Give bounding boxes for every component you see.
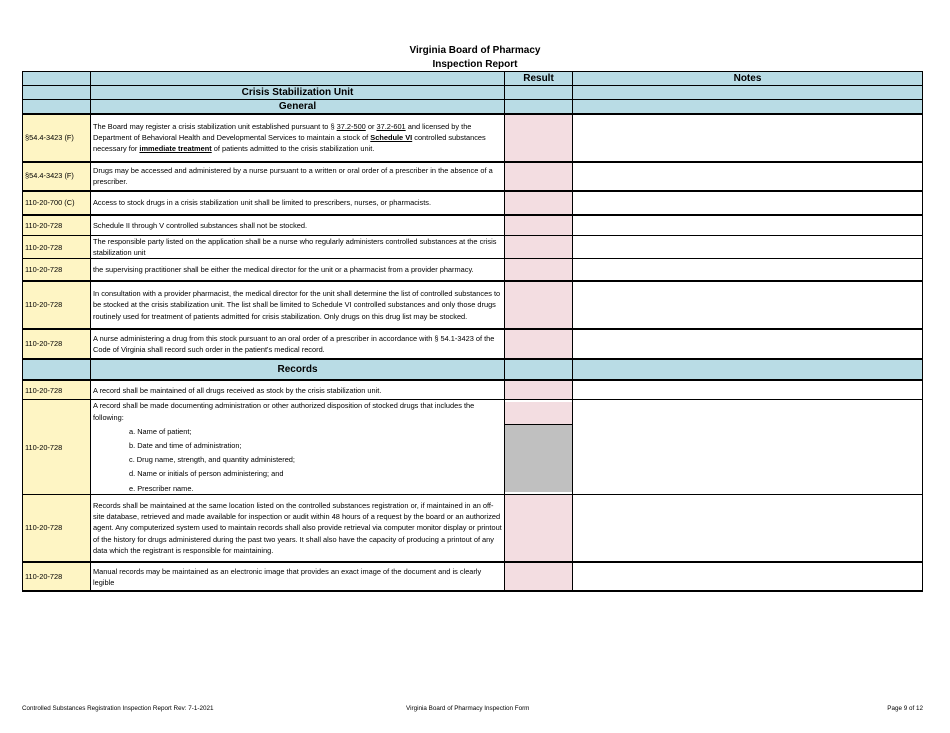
list-item: e. Prescriber name. <box>129 483 194 493</box>
emphasis-schedule-vi: Schedule VI <box>370 132 413 142</box>
result-cell[interactable] <box>505 114 573 162</box>
notes-cell[interactable] <box>573 259 923 281</box>
regulation-ref: 110-20-728 <box>23 281 91 329</box>
list-item: b. Date and time of administration; <box>129 441 242 451</box>
footer-form-revision: Controlled Substances Registration Inspection Report Rev: 7-1-2021 <box>22 705 214 712</box>
report-title: Virginia Board of Pharmacy <box>409 45 541 56</box>
result-cell[interactable] <box>505 380 573 400</box>
table-row <box>23 259 923 281</box>
code-link-37-2-601[interactable]: 37.2-601 <box>376 121 406 131</box>
table-row <box>23 380 923 400</box>
notes-cell[interactable] <box>573 114 923 162</box>
table-row <box>23 114 923 162</box>
regulation-ref: 110-20-728 <box>23 259 91 281</box>
regulation-ref: 110-20-728 <box>23 380 91 400</box>
result-cell[interactable] <box>505 494 573 562</box>
result-cell-active[interactable] <box>505 402 572 425</box>
notes-cell[interactable] <box>573 400 923 494</box>
record-requirements-list <box>93 426 502 494</box>
notes-cell[interactable] <box>573 380 923 400</box>
requirement-text: The responsible party listed on the application shall be a nurse who regularly administers controlled substances at the crisis stabilization unit <box>91 236 505 259</box>
regulation-ref: 110-20-728 <box>23 494 91 562</box>
requirement-text: A record shall be made documenting administration or other authorized disposition of stocked drugs that includes the following: a. Name of patient; b. Date and time of administration; c. Drug name, strength, and quantity administered; d. Name or initials of person administering; and e. Prescriber name. <box>91 400 505 494</box>
notes-cell[interactable] <box>573 162 923 191</box>
result-cell[interactable] <box>505 259 573 281</box>
requirement-text: In consultation with a provider pharmacist, the medical director for the unit shall determine the list of controlled substances to be stocked at the crisis stabilization unit. The list shall be limited to Schedule VI controlled substances and only those drugs routinely used for treatment of patients admitted for crisis stabilization. Only drugs on this drug list may be stocked. <box>91 281 505 329</box>
notes-cell[interactable] <box>573 329 923 359</box>
notes-cell[interactable] <box>573 494 923 562</box>
result-cell[interactable] <box>505 162 573 191</box>
table-row <box>23 215 923 236</box>
result-cell[interactable] <box>505 281 573 329</box>
requirement-text: A nurse administering a drug from this stock pursuant to an oral order of a prescriber in accordance with § 54.1-3423 of the Code of Virginia shall record such order in the patient's medical record. <box>91 329 505 359</box>
ref-header-cell <box>23 72 91 86</box>
table-row <box>23 236 923 259</box>
section-title: Crisis Stabilization Unit <box>91 86 505 100</box>
section-title-row <box>23 86 923 100</box>
notes-cell[interactable] <box>573 191 923 215</box>
requirement-text: the supervising practitioner shall be either the medical director for the unit or a pharmacist from a provider pharmacy. <box>91 259 505 281</box>
table-row <box>23 562 923 591</box>
table-row <box>23 281 923 329</box>
regulation-ref: 110-20-728 <box>23 400 91 494</box>
requirement-header-cell <box>91 72 505 86</box>
requirement-text: The Board may register a crisis stabilization unit established pursuant to § 37.2-500 or 37.2-601 and licensed by the Department of Behavioral Health and Developmental Services to maintain a stock of Schedule VI controlled substances necessary for immediate treatment of patients admitted to the crisis stabilization unit. <box>91 114 505 162</box>
requirement-text: Drugs may be accessed and administered by a nurse pursuant to a written or oral order of a prescriber in the absence of a prescriber. <box>91 162 505 191</box>
inspection-table <box>22 71 923 592</box>
emphasis-immediate-treatment: immediate treatment <box>139 144 212 154</box>
list-item: a. Name of patient; <box>129 426 192 436</box>
footer-form-name: Virginia Board of Pharmacy Inspection Form <box>406 705 530 712</box>
result-cell[interactable] <box>505 562 573 591</box>
notes-column-header: Notes <box>573 72 923 86</box>
regulation-ref: 110-20-728 <box>23 562 91 591</box>
requirement-text: Records shall be maintained at the same location listed on the controlled substances registration or, if maintained in an off-site database, retrieved and made available for inspection or audit within 48 hours of a request by the board or an authorized agent. Any computerized system used to maintain records shall also provide retrieval via computer monitor display or printout of the history for drugs administered during the past two years. It shall also have the capacity of producing a printout of any data which the registrant is responsible for maintaining. <box>91 494 505 562</box>
table-row <box>23 329 923 359</box>
result-cell-disabled <box>505 425 572 492</box>
list-item: c. Drug name, strength, and quantity administered; <box>129 455 295 465</box>
notes-cell[interactable] <box>573 215 923 236</box>
regulation-ref: §54.4-3423 (F) <box>23 114 91 162</box>
result-cell[interactable] <box>505 191 573 215</box>
regulation-ref: 110-20-700 (C) <box>23 191 91 215</box>
code-link-37-2-500[interactable]: 37.2-500 <box>336 121 366 131</box>
list-item: d. Name or initials of person administering; and <box>129 469 284 479</box>
notes-cell[interactable] <box>573 281 923 329</box>
regulation-ref: 110-20-728 <box>23 236 91 259</box>
result-column-header: Result <box>505 72 573 86</box>
table-header-row <box>23 72 923 86</box>
records-heading: Records <box>91 359 505 380</box>
result-cell[interactable] <box>505 236 573 259</box>
general-heading-row <box>23 100 923 114</box>
requirement-text: Access to stock drugs in a crisis stabilization unit shall be limited to prescribers, nurses, or pharmacists. <box>91 191 505 215</box>
requirement-text: Schedule II through V controlled substances shall not be stocked. <box>91 215 505 236</box>
regulation-ref: §54.4-3423 (F) <box>23 162 91 191</box>
records-heading-row <box>23 359 923 380</box>
notes-cell[interactable] <box>573 236 923 259</box>
notes-cell[interactable] <box>573 562 923 591</box>
table-row <box>23 494 923 562</box>
result-cell[interactable] <box>505 400 573 494</box>
requirement-text: Manual records may be maintained as an electronic image that provides an exact image of the document and is clearly legible <box>91 562 505 591</box>
report-subtitle: Inspection Report <box>432 59 518 70</box>
table-row <box>23 162 923 191</box>
result-cell[interactable] <box>505 329 573 359</box>
table-row <box>23 400 923 494</box>
requirement-text: A record shall be maintained of all drugs received as stock by the crisis stabilization unit. <box>91 380 505 400</box>
table-row <box>23 191 923 215</box>
general-heading: General <box>91 100 505 114</box>
regulation-ref: 110-20-728 <box>23 215 91 236</box>
footer-page-number: Page 9 of 12 <box>887 705 923 712</box>
regulation-ref: 110-20-728 <box>23 329 91 359</box>
result-cell[interactable] <box>505 215 573 236</box>
